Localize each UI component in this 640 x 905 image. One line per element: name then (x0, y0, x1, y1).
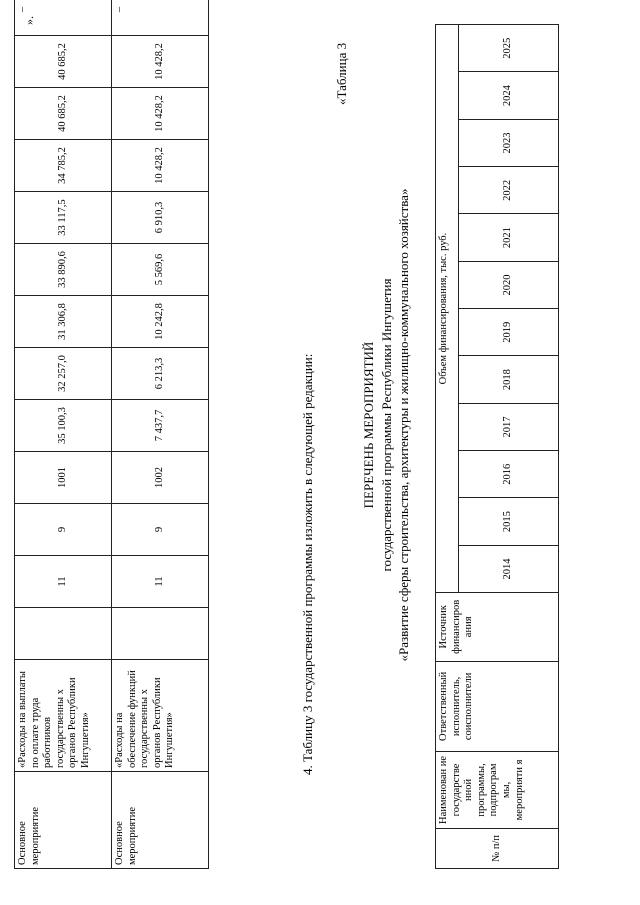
year-header: 2016 (459, 451, 559, 498)
column-header-source: Источник финансиров ания (436, 593, 559, 661)
value-cell: 7 437,7 (112, 400, 209, 452)
row-type-cell: Основное мероприятие (112, 772, 209, 869)
instruction-text: 4. Таблицу 3 государственной программы изложить в следующей редакции: (300, 353, 315, 775)
value-cell: 5 569,6 (112, 244, 209, 296)
year-header: 2025 (459, 25, 559, 72)
value-cell: 10 242,8 (112, 296, 209, 348)
value-cell: 35 100,3 (15, 400, 112, 452)
year-header: 2024 (459, 72, 559, 119)
continuation-table (14, 0, 209, 869)
value-cell: 6 213,3 (112, 348, 209, 400)
column-header-executor: Ответственный исполнитель, соисполнители (436, 661, 559, 752)
code-cell: 1001 (15, 452, 112, 504)
year-header: 2022 (459, 167, 559, 214)
year-header: 2014 (459, 545, 559, 592)
code-cell: 11 (15, 556, 112, 608)
events-table-header (435, 24, 559, 869)
year-header: 2018 (459, 356, 559, 403)
value-cell: 10 428,2 (112, 88, 209, 140)
value-cell: 10 428,2 (112, 36, 209, 88)
value-cell: 6 910,3 (112, 192, 209, 244)
value-cell: 10 428,2 (112, 140, 209, 192)
code-cell: 9 (112, 504, 209, 556)
row-name-cell: «Расходы на выплаты по оплате труда работников государственны х органов Республики Ингушетия» (15, 660, 112, 772)
heading (360, 145, 413, 705)
code-cell (15, 608, 112, 660)
year-header: 2020 (459, 261, 559, 308)
year-header: 2021 (459, 214, 559, 261)
header-row (436, 25, 459, 869)
value-cell: 33 890,6 (15, 244, 112, 296)
year-header: 2019 (459, 309, 559, 356)
heading-program: «Развитие сферы строительства, архитектуры и жилищно-коммунального хозяйства» (396, 188, 412, 662)
year-header: 2017 (459, 403, 559, 450)
year-header: 2015 (459, 498, 559, 545)
table-label: «Таблица 3 (334, 42, 349, 105)
row-type-cell: Основное мероприятие (15, 772, 112, 869)
value-cell: 31 306,8 (15, 296, 112, 348)
value-cell: 34 785,2 (15, 140, 112, 192)
code-cell: 11 (112, 556, 209, 608)
heading-title: ПЕРЕЧЕНЬ МЕРОПРИЯТИЙ (361, 341, 376, 509)
table-row (15, 0, 112, 869)
year-header: 2023 (459, 119, 559, 166)
row-name-cell: «Расходы на обеспечение функций государственны х органов Республики Ингушетия» (112, 660, 209, 772)
value-cell: – (15, 0, 112, 36)
value-cell: 33 117,5 (15, 192, 112, 244)
code-cell (112, 608, 209, 660)
column-header-name: Наименован ие государстве нной программы, подпрограм мы, мероприяти я (436, 752, 559, 829)
code-cell: 9 (15, 504, 112, 556)
value-cell: 32 257,0 (15, 348, 112, 400)
closing-quote: ». (22, 16, 36, 25)
value-cell: – (112, 0, 209, 36)
column-header-volume: Объем финансирования, тыс. руб. (436, 25, 459, 593)
code-cell: 1002 (112, 452, 209, 504)
value-cell: 40 685,2 (15, 36, 112, 88)
heading-subtitle: государственной программы Республики Ингушетия (378, 278, 394, 572)
table-row (112, 0, 209, 869)
column-header-num: № п/п (436, 828, 559, 868)
value-cell: 40 685,2 (15, 88, 112, 140)
